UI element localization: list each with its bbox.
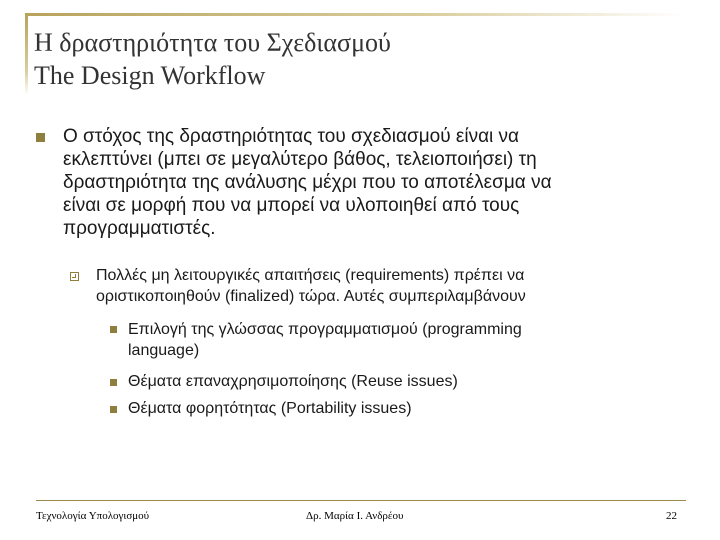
bullet-square-icon bbox=[36, 133, 45, 142]
bullet-l2-line-2: οριστικοποιηθούν (finalized) τώρα. Αυτές συμπεριλαμβάνουν bbox=[96, 288, 526, 305]
bullet-l1-line-5: προγραμματιστές. bbox=[63, 218, 216, 239]
bullet-l3-item-2: Θέματα επαναχρησιμοποίησης (Reuse issues) bbox=[128, 373, 458, 390]
bullet-l1-line-1: Ο στόχος της δραστηριότητας του σχεδιασμού είναι να bbox=[63, 126, 520, 147]
bullet-l1-line-3: δραστηριότητα της ανάλυσης μέχρι που το αποτέλεσμα να bbox=[63, 172, 552, 193]
bullet-square-icon bbox=[110, 406, 117, 413]
footer-page-number: 22 bbox=[666, 510, 677, 522]
bullet-square-icon bbox=[110, 326, 117, 333]
bullet-l2-line-1: Πολλές μη λειτουργικές απαιτήσεις (requirements) πρέπει να bbox=[96, 267, 525, 284]
frame-left-rule bbox=[25, 13, 28, 95]
bullet-l3-item-3: Θέματα φορητότητας (Portability issues) bbox=[128, 400, 412, 417]
bullet-l3-item-1-line-2: language) bbox=[128, 342, 200, 359]
bullet-l3-item-1-line-1: Επιλογή της γλώσσας προγραμματισμού (programming bbox=[128, 321, 522, 338]
bullet-l1-line-2: εκλεπτύνει (μπει σε μεγαλύτερο βάθος, τελειοποιήσει) τη bbox=[63, 149, 537, 170]
frame-top-rule bbox=[25, 13, 685, 16]
slide-title-english: The Design Workflow bbox=[34, 61, 266, 90]
bullet-hollow-square-icon bbox=[70, 272, 79, 281]
bullet-square-icon bbox=[110, 379, 117, 386]
footer-divider bbox=[36, 500, 686, 501]
footer-author: Δρ. Μαρία Ι. Ανδρέου bbox=[306, 510, 404, 522]
bullet-l1-line-4: είναι σε μορφή που να μπορεί να υλοποιηθεί από τους bbox=[63, 195, 520, 216]
footer-course: Τεχνολογία Υπολογισμού bbox=[36, 510, 150, 522]
slide-title-greek: Η δραστηριότητα του Σχεδιασμού bbox=[34, 28, 391, 57]
slide-title bbox=[34, 26, 391, 92]
